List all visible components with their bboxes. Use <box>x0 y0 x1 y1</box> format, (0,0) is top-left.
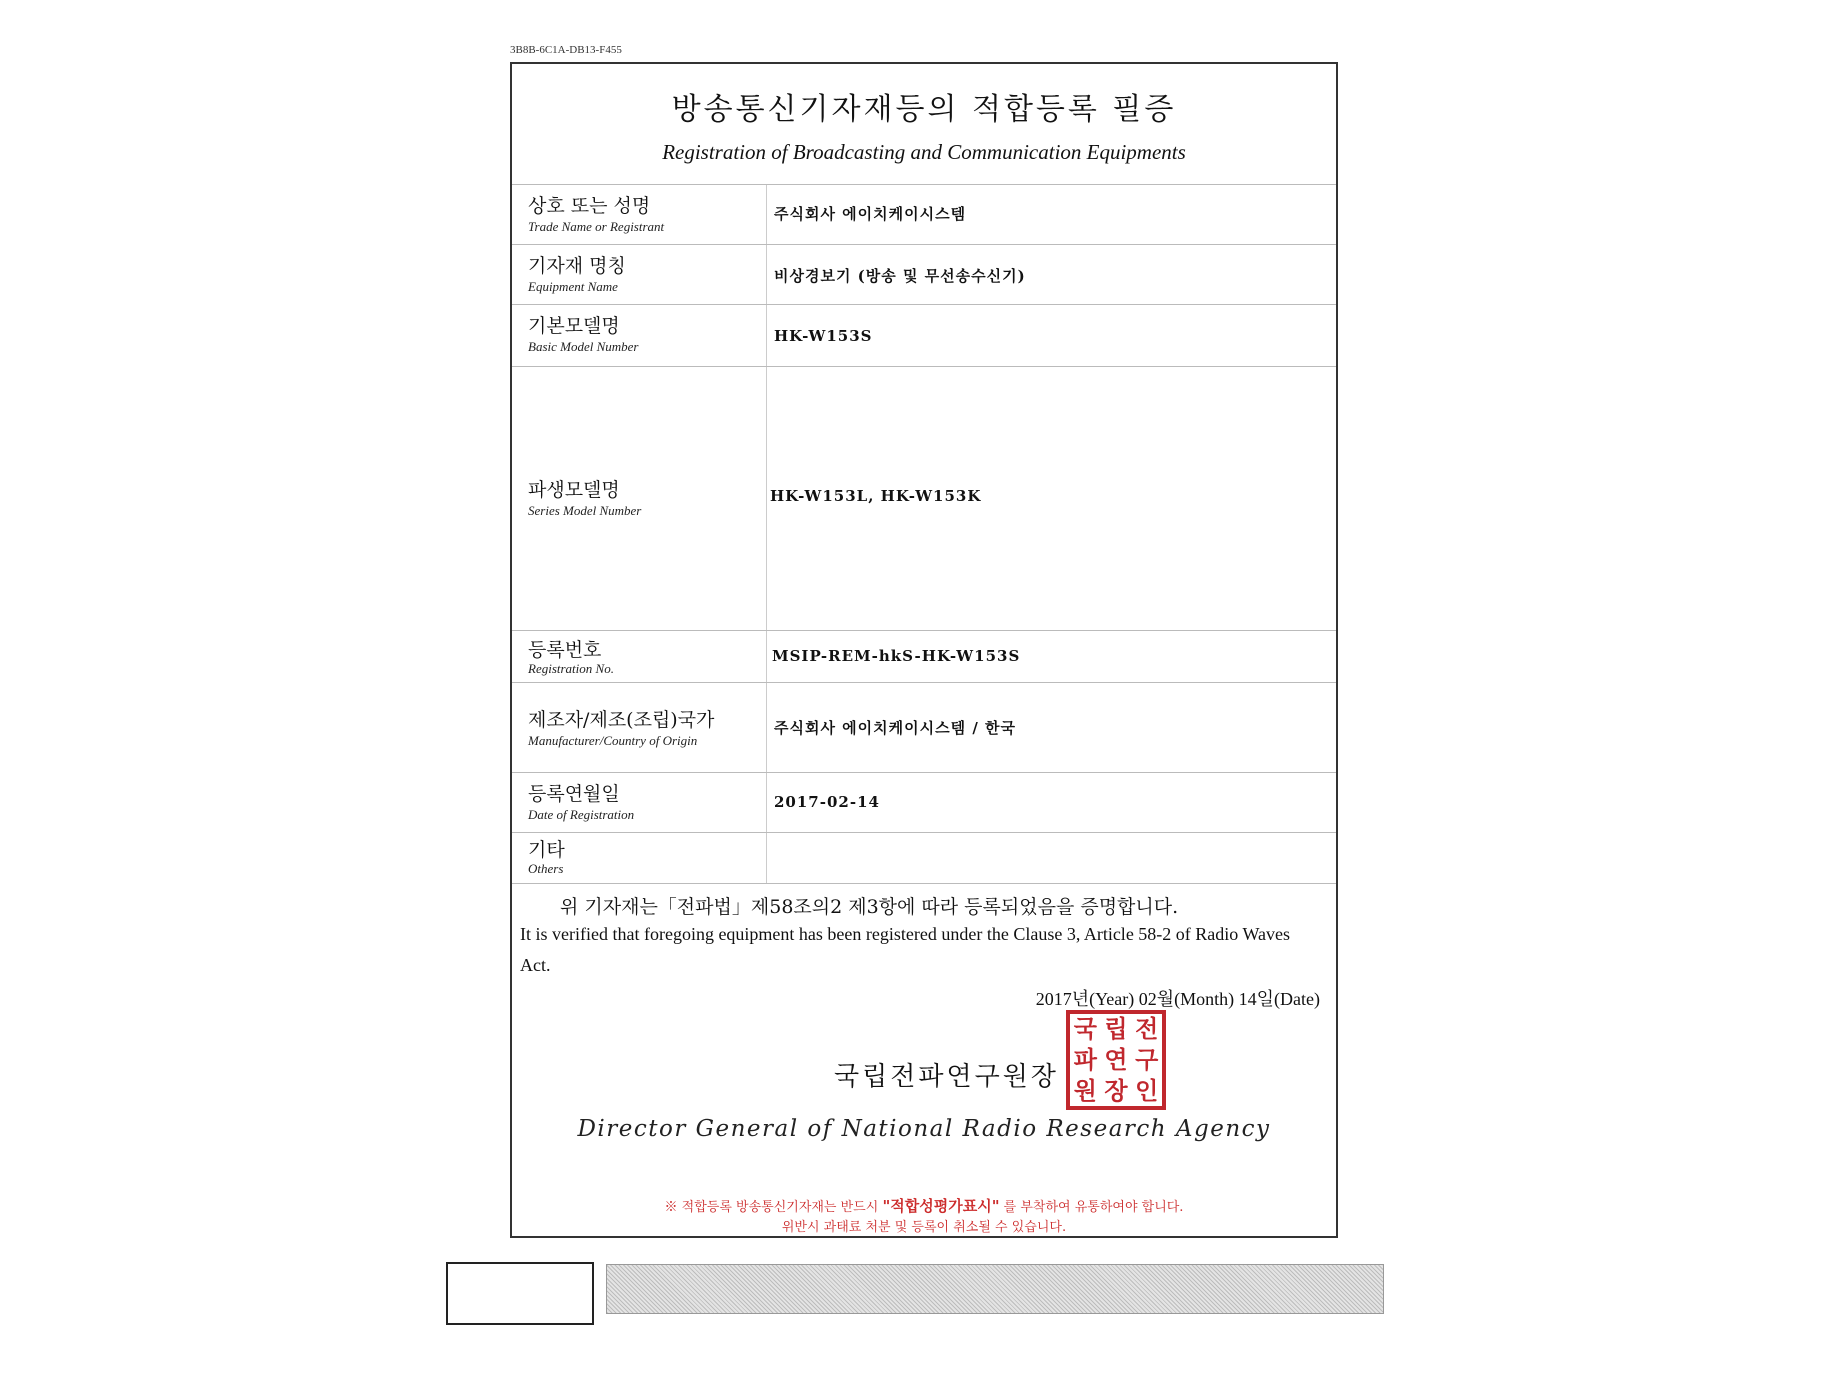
seal-char: 립 <box>1104 1014 1128 1044</box>
verification-korean: 위 기자재는「전파법」제58조의2 제3항에 따라 등록되었음을 증명합니다. <box>560 896 1179 918</box>
field-row-equipment-name <box>512 244 1336 305</box>
field-label-ko: 등록번호 <box>528 639 602 661</box>
blank-box <box>446 1262 594 1325</box>
notice-suffix: 를 부착하여 유통하여야 합니다. <box>1003 1200 1184 1215</box>
field-label-en: Date of Registration <box>528 807 635 822</box>
field-label-ko: 상호 또는 성명 <box>528 195 651 217</box>
seal-char: 원 <box>1073 1075 1097 1105</box>
seal-char: 연 <box>1104 1044 1128 1074</box>
issuer-korean: 국립전파연구원장 <box>834 1062 1059 1092</box>
verification-english: It is verified that foregoing equipment has been registered under the Clause 3, Article 58-2 of Radio Waves Act. <box>520 924 1290 975</box>
certificate <box>510 62 1338 1238</box>
field-label-ko: 등록연월일 <box>528 783 620 805</box>
field-row-registration-no <box>512 630 1336 683</box>
field-row-manufacturer <box>512 682 1336 773</box>
field-label-en: Trade Name or Registrant <box>528 219 665 234</box>
field-value: MSIP-REM-hkS-HK-W153S <box>772 647 1021 665</box>
notice-prefix: ※ 적합등록 방송통신기자재는 반드시 <box>664 1200 879 1215</box>
field-row-series-model <box>512 366 1336 631</box>
field-label-ko: 기본모델명 <box>528 315 620 337</box>
notice-emphasis: "적합성평가표시" <box>882 1197 1000 1215</box>
field-label-en: Registration No. <box>528 661 614 676</box>
seal-char: 국 <box>1073 1014 1097 1044</box>
official-seal <box>1066 1010 1166 1110</box>
redacted-strip <box>606 1264 1384 1314</box>
field-label-en: Basic Model Number <box>528 339 639 354</box>
field-label-ko: 제조자/제조(조립)국가 <box>528 709 715 731</box>
field-row-basic-model <box>512 304 1336 367</box>
field-label-ko: 기자재 명칭 <box>528 255 626 277</box>
issue-date: 2017년(Year) 02월(Month) 14일(Date) <box>1035 989 1320 1009</box>
field-label-ko: 파생모델명 <box>528 479 620 501</box>
field-value: 비상경보기 (방송 및 무선송수신기) <box>774 267 1026 285</box>
field-label-en: Others <box>528 861 564 876</box>
field-value: HK-W153S <box>774 327 873 345</box>
field-label-en: Series Model Number <box>528 503 642 518</box>
field-value: 주식회사 에이치케이시스템 / 한국 <box>774 719 1017 737</box>
seal-char: 파 <box>1073 1044 1097 1074</box>
field-value: 주식회사 에이치케이시스템 <box>774 205 967 223</box>
seal-char: 구 <box>1135 1044 1159 1074</box>
field-label-ko: 기타 <box>528 839 565 861</box>
notice-line-1 <box>512 1195 1336 1216</box>
field-row-registration-date <box>512 772 1336 833</box>
seal-char: 인 <box>1135 1075 1159 1105</box>
field-value: 2017-02-14 <box>774 793 880 811</box>
title-korean: 방송통신기자재등의 적합등록 필증 <box>671 92 1177 127</box>
issuer-english: Director General of National Radio Research Agency <box>577 1116 1271 1142</box>
field-value: HK-W153L, HK-W153K <box>770 487 982 505</box>
field-row-others <box>512 832 1336 884</box>
field-label-en: Manufacturer/Country of Origin <box>528 733 698 748</box>
document-id: 3B8B-6C1A-DB13-F455 <box>510 44 622 56</box>
field-row-trade-name <box>512 184 1336 245</box>
seal-char: 장 <box>1104 1075 1128 1105</box>
seal-char: 전 <box>1135 1014 1159 1044</box>
notice-line-2: 위반시 과태료 처분 및 등록이 취소될 수 있습니다. <box>781 1220 1067 1235</box>
field-label-en: Equipment Name <box>528 279 618 294</box>
title-english: Registration of Broadcasting and Communication Equipments <box>662 140 1186 164</box>
